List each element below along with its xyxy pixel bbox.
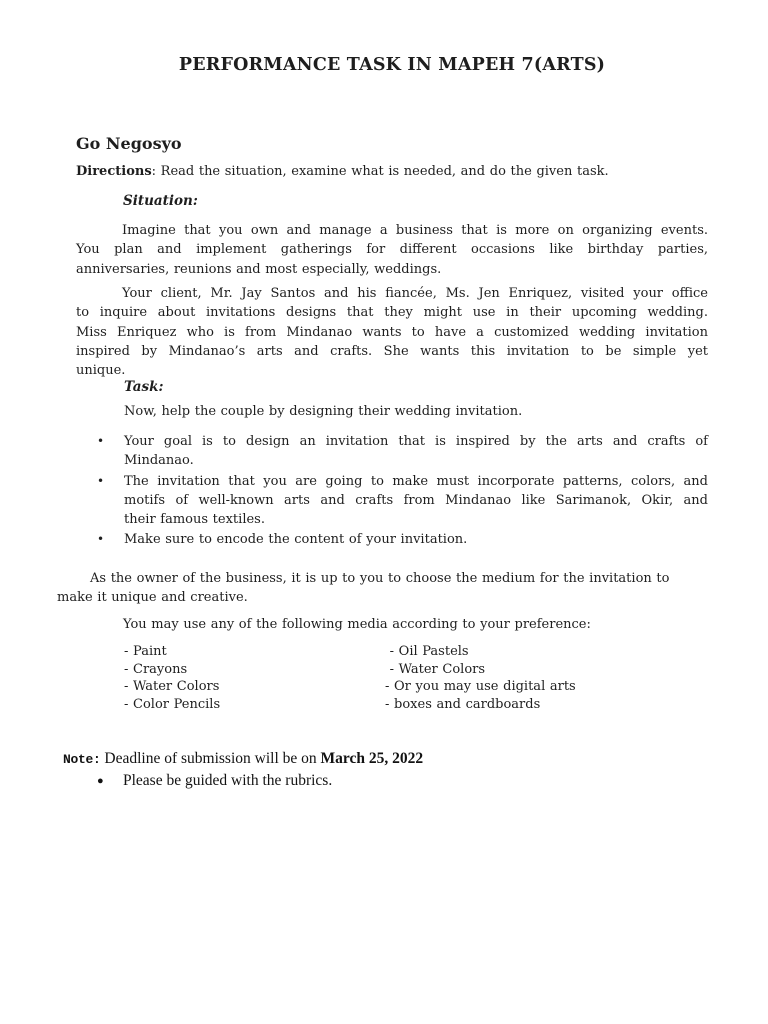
text-line: Mindanao. (124, 453, 194, 468)
bullet-text (124, 530, 708, 549)
text-line: anniversaries, reunions and most especially, weddings. (76, 261, 442, 277)
text-line: You plan and implement gatherings for different occasions like birthday parties, (76, 242, 708, 258)
bullet-icon: ● (97, 775, 104, 787)
text-line: The invitation that you are going to make must incorporate patterns, colors, and (124, 473, 708, 489)
list-item (76, 530, 708, 549)
directions-text: : Read the situation, examine what is needed, and do the given task. (151, 164, 609, 179)
list-item (76, 432, 708, 470)
note-text: Deadline of submission will be on (100, 750, 321, 767)
text-line: - Color Pencils (124, 696, 221, 712)
text-line: Miss Enriquez who is from Mindanao wants to have a customized wedding invitation (76, 324, 708, 340)
page-title: PERFORMANCE TASK IN MAPEH 7(ARTS) (178, 55, 606, 75)
media-list-right (385, 643, 576, 713)
text-line: to inquire about invitations designs that they might use in their upcoming wedding. (76, 305, 708, 321)
bullet-icon: • (97, 473, 105, 488)
note-bullet-line (63, 771, 723, 790)
text-line: Your goal is to design an invitation that is inspired by the arts and crafts of (124, 434, 708, 449)
task-label: Task: (124, 379, 164, 395)
bullet-text (124, 472, 708, 529)
text-line: motifs of well-known arts and crafts from Mindanao like Sarimanok, Okir, and (124, 492, 708, 508)
note-line (63, 749, 723, 769)
text-line: unique. (76, 363, 126, 379)
media-intro-line: You may use any of the following media according to your preference: (123, 617, 591, 632)
directions-line (76, 162, 726, 181)
note-block (63, 749, 723, 790)
situation-label: Situation: (123, 193, 198, 209)
text-line: - boxes and cardboards (385, 696, 541, 712)
media-list-left (124, 643, 220, 713)
note-bullet-text: Please be guided with the rubrics. (123, 772, 333, 789)
text-line: make it unique and creative. (57, 589, 248, 605)
text-line: - Water Colors (385, 661, 486, 677)
text-line: - Or you may use digital arts (385, 679, 576, 694)
note-label: Note: (63, 752, 101, 767)
bullet-icon: • (97, 532, 105, 546)
task-intro-line: Now, help the couple by designing their wedding invitation. (124, 404, 523, 419)
note-date: March 25, 2022 (320, 750, 424, 767)
section-heading-go-negosyo: Go Negosyo (76, 134, 182, 153)
list-item (76, 472, 708, 529)
text-line: their famous textiles. (124, 511, 265, 527)
text-line: Make sure to encode the content of your invitation. (124, 532, 468, 547)
text-line: Imagine that you own and manage a business that is more on organizing events. (122, 223, 708, 238)
text-line: - Paint (124, 644, 167, 659)
text-line: inspired by Mindanao’s arts and crafts. She wants this invitation to be simple yet (76, 343, 708, 359)
bullet-text (124, 432, 708, 470)
bullet-icon: • (97, 434, 105, 448)
text-line: - Water Colors (124, 679, 220, 694)
text-line: Your client, Mr. Jay Santos and his fiancée, Ms. Jen Enriquez, visited your office (122, 286, 708, 301)
situation-paragraph-1 (76, 221, 708, 279)
task-bullet-list (76, 432, 708, 551)
text-line: As the owner of the business, it is up to you to choose the medium for the invitation to (90, 571, 670, 586)
closing-paragraph (57, 570, 713, 607)
text-line: - Crayons (124, 661, 188, 677)
text-line: - Oil Pastels (385, 644, 469, 659)
directions-label: Directions (76, 164, 152, 179)
situation-paragraph-2 (76, 284, 708, 380)
